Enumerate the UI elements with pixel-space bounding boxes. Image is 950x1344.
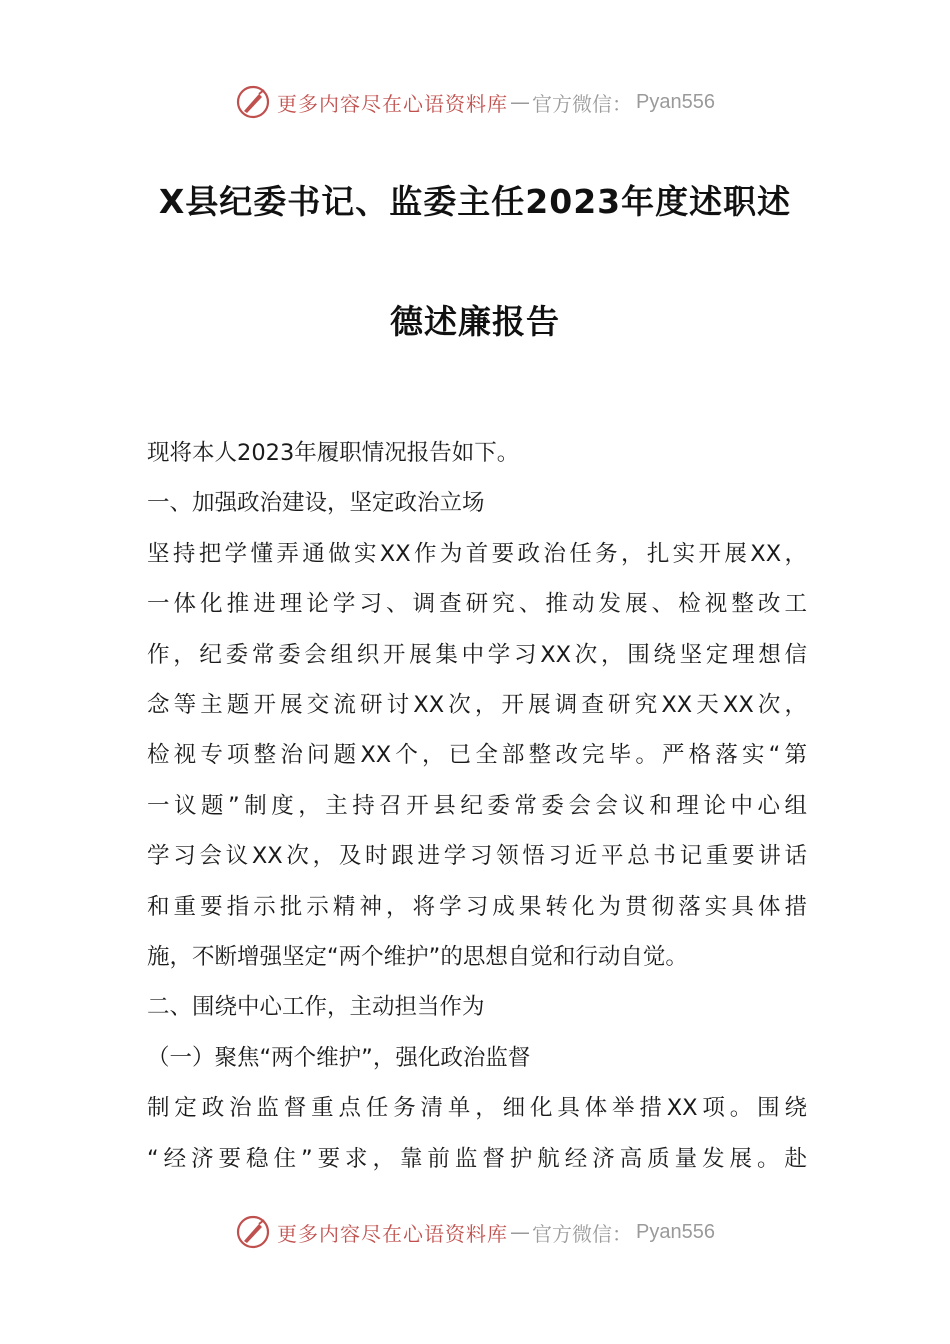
- section-heading-2: 二、围绕中心工作，主动担当作为: [147, 994, 485, 1021]
- body-line: “经济要稳住”要求，靠前监督护航经济高质量发展。赴: [147, 1145, 807, 1172]
- body-line: 念等主题开展交流研讨XX次，开展调查研究XX天XX次，: [147, 692, 807, 719]
- intro-line: 现将本人2023年履职情况报告如下。: [147, 440, 520, 466]
- body-line: 和重要指示批示精神，将学习成果转化为贯彻落实具体措: [147, 893, 807, 920]
- document-body: [147, 428, 807, 1184]
- watermark-text: 更多内容尽在心语资料库: [277, 91, 509, 116]
- body-line: 学习会议XX次，及时跟进学习领悟习近平总书记重要讲话: [147, 843, 807, 870]
- body-line: 坚持把学懂弄通做实XX作为首要政治任务，扎实开展XX，: [147, 540, 807, 567]
- watermark-text: 更多内容尽在心语资料库: [277, 1221, 509, 1246]
- watermark-wechat-id: Pyan556: [636, 1220, 715, 1243]
- header-watermark: [0, 82, 950, 122]
- subsection-heading-1: （一）聚焦“两个维护”，强化政治监督: [147, 1044, 531, 1071]
- body-line: 一议题”制度，主持召开县纪委常委会会议和理论中心组: [147, 792, 807, 819]
- body-line: 作，纪委常委会组织开展集中学习XX次，围绕坚定理想信: [147, 641, 807, 668]
- quill-logo-icon: [235, 1214, 271, 1250]
- watermark-wechat-label: 官方微信：: [532, 91, 633, 116]
- quill-logo-icon: [235, 84, 271, 120]
- body-line: 一体化推进理论学习、调查研究、推动发展、检视整改工: [147, 591, 807, 618]
- watermark-separator: —: [510, 1220, 531, 1244]
- body-line: 检视专项整治问题XX个，已全部整改完毕。严格落实“第: [147, 742, 807, 769]
- body-line: 制定政治监督重点任务清单，细化具体举措XX项。围绕: [147, 1095, 807, 1122]
- watermark-wechat-id: Pyan556: [636, 90, 715, 113]
- watermark-separator: —: [510, 90, 531, 114]
- document-title-line-1: X县纪委书记、监委主任2023年度述职述: [158, 182, 792, 221]
- body-line: 施，不断增强坚定“两个维护”的思想自觉和行动自觉。: [147, 944, 688, 971]
- watermark-wechat-label: 官方微信：: [532, 1221, 633, 1246]
- document-title-line-2: 德述廉报告: [390, 302, 560, 341]
- footer-watermark: [0, 1212, 950, 1252]
- section-heading-1: 一、加强政治建设，坚定政治立场: [147, 490, 485, 517]
